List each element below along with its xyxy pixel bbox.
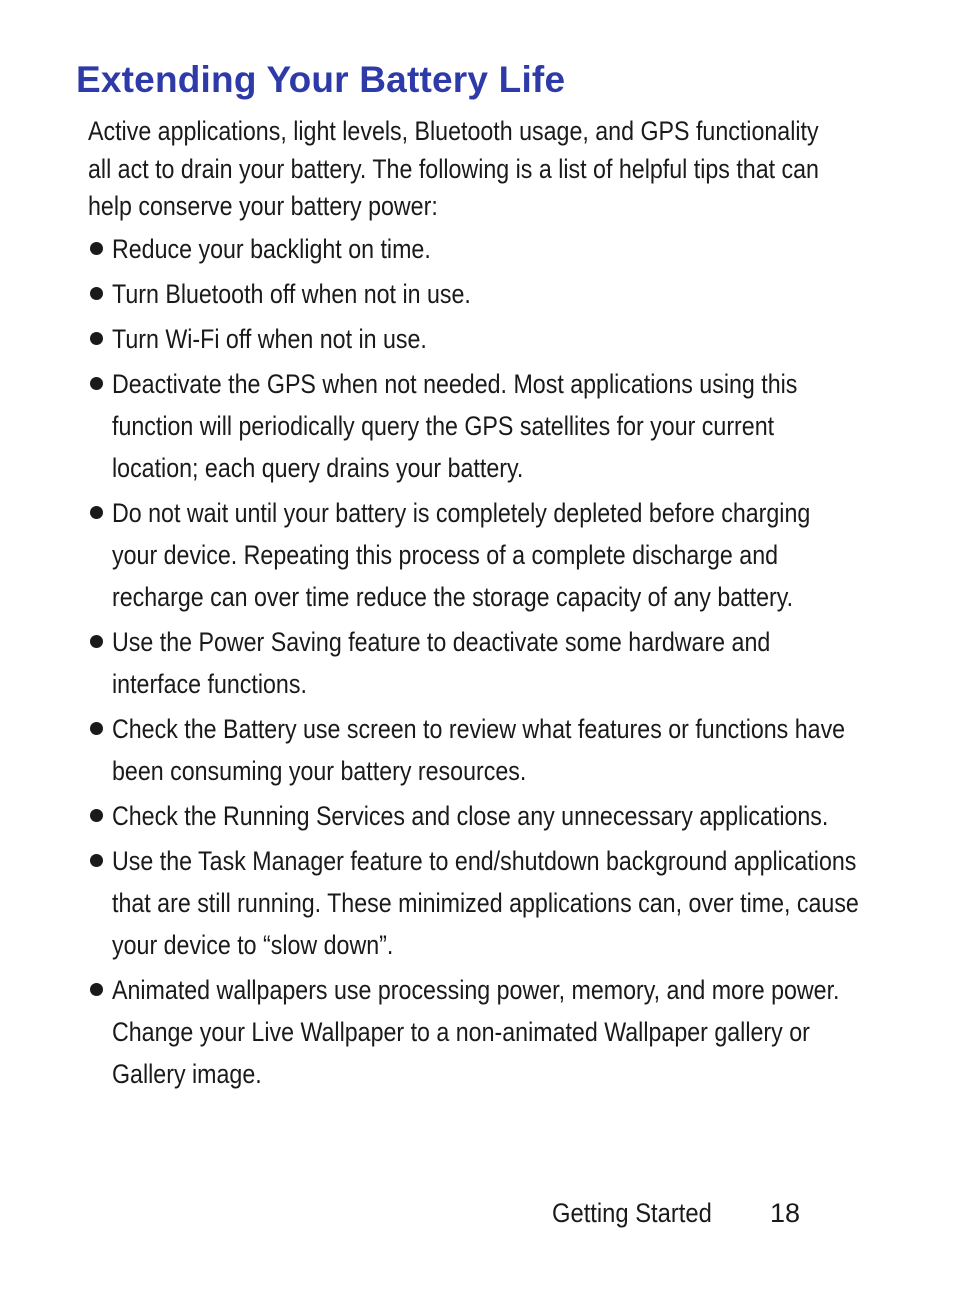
page-title: Extending Your Battery Life: [76, 59, 566, 100]
tip-text: Turn Bluetooth off when not in use.: [112, 279, 471, 309]
tip-text: Do not wait until your battery is completely depleted before charging your device. Repeating this process of a complete discharge and recharge can over time reduce the storage capacity of any battery.: [112, 498, 811, 612]
list-item: [88, 969, 858, 1095]
page-number: 18: [770, 1198, 801, 1228]
tip-text: Check the Battery use screen to review what features or functions have been consuming your battery resources.: [112, 714, 846, 786]
tip-text: Use the Power Saving feature to deactivate some hardware and interface functions.: [112, 627, 771, 699]
page-footer: [552, 1195, 801, 1231]
list-item: [88, 228, 858, 270]
bullet-icon: [90, 809, 103, 822]
bullet-icon: [90, 506, 103, 519]
bullet-icon: [90, 377, 103, 390]
list-item: [88, 621, 858, 705]
bullet-icon: [90, 242, 103, 255]
bullet-icon: [90, 983, 103, 996]
list-item: [88, 795, 858, 837]
bullet-icon: [90, 635, 103, 648]
bullet-icon: [90, 854, 103, 867]
tip-text: Reduce your backlight on time.: [112, 234, 431, 264]
tip-text: Turn Wi-Fi off when not in use.: [112, 324, 427, 354]
list-item: [88, 840, 858, 966]
bullet-icon: [90, 722, 103, 735]
list-item: [88, 273, 858, 315]
tip-text: Check the Running Services and close any unnecessary applications.: [112, 801, 829, 831]
tip-text: Deactivate the GPS when not needed. Most applications using this function will periodically query the GPS satellites for your current location; each query drains your battery.: [112, 369, 798, 483]
intro-paragraph: Active applications, light levels, Bluetooth usage, and GPS functionality all act to drain your battery. The following is a list of helpful tips that can help conserve your battery power:: [88, 116, 819, 221]
tip-text: Animated wallpapers use processing power, memory, and more power. Change your Live Wallpaper to a non-animated Wallpaper gallery or Gallery image.: [112, 975, 840, 1089]
list-item: [88, 708, 858, 792]
footer-section-title: Getting Started: [552, 1198, 712, 1228]
bullet-icon: [90, 332, 103, 345]
tips-list: [88, 228, 858, 1098]
tip-text: Use the Task Manager feature to end/shutdown background applications that are still running. These minimized applications can, over time, cause your device to “slow down”.: [112, 846, 859, 960]
list-item: [88, 318, 858, 360]
list-item: [88, 363, 858, 489]
list-item: [88, 492, 858, 618]
bullet-icon: [90, 287, 103, 300]
